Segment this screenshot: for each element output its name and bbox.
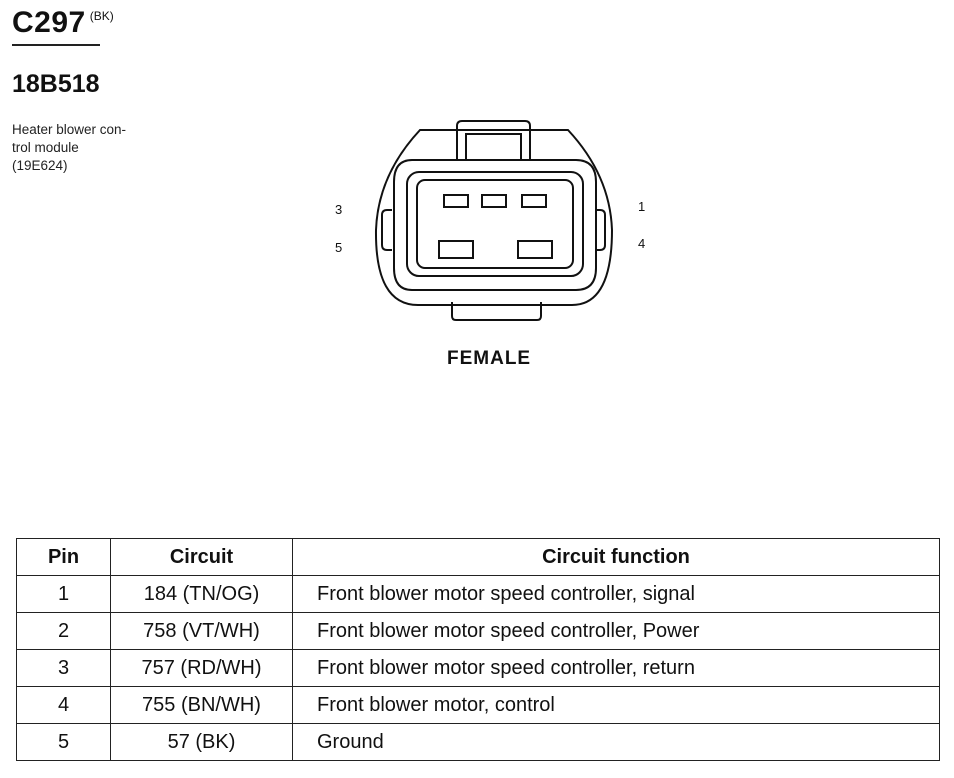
table-row	[17, 724, 940, 761]
part-number: 18B518	[12, 70, 100, 98]
cell-pin: 3	[17, 650, 111, 687]
cell-pin: 5	[17, 724, 111, 761]
cell-circuit: 758 (VT/WH)	[111, 613, 293, 650]
pin-label-1: 1	[638, 199, 646, 214]
connector-left-tab	[382, 210, 392, 250]
table-row	[17, 613, 940, 650]
cell-circuit: 755 (BN/WH)	[111, 687, 293, 724]
connector-color-code: (BK)	[89, 9, 114, 23]
description-line: Heater blower con-	[12, 122, 127, 137]
pin-label-4: 4	[638, 236, 646, 251]
connector-latch-inner	[466, 134, 521, 160]
pin-terminal	[439, 241, 473, 258]
cell-pin: 1	[17, 576, 111, 613]
pin-label-5: 5	[335, 240, 343, 255]
pinout-table	[16, 538, 940, 761]
cell-pin: 4	[17, 687, 111, 724]
connector-latch	[457, 121, 530, 160]
connector-cavity	[407, 172, 583, 276]
header-circuit: Circuit	[111, 539, 293, 576]
cell-function: Front blower motor, control	[293, 687, 940, 724]
table-row	[17, 687, 940, 724]
pin-terminal	[482, 195, 506, 207]
cell-pin: 2	[17, 613, 111, 650]
cell-function: Front blower motor speed controller, Power	[293, 613, 940, 650]
connector-id: C297	[12, 6, 86, 39]
pin-terminal	[522, 195, 546, 207]
cell-circuit: 757 (RD/WH)	[111, 650, 293, 687]
table-row	[17, 650, 940, 687]
cell-circuit: 184 (TN/OG)	[111, 576, 293, 613]
header-pin: Pin	[17, 539, 111, 576]
table-header-row	[17, 539, 940, 576]
cell-circuit: 57 (BK)	[111, 724, 293, 761]
pin-terminal	[518, 241, 552, 258]
table-row	[17, 576, 940, 613]
cell-function: Front blower motor speed controller, return	[293, 650, 940, 687]
pin-terminal	[444, 195, 468, 207]
connector-housing	[376, 130, 612, 305]
connector-gender-label: FEMALE	[447, 348, 532, 369]
cell-function: Ground	[293, 724, 940, 761]
cell-function: Front blower motor speed controller, signal	[293, 576, 940, 613]
header-circuit-function: Circuit function	[293, 539, 940, 576]
pin-label-3: 3	[335, 202, 343, 217]
description-line: (19E624)	[12, 158, 68, 173]
description-line: trol module	[12, 140, 79, 155]
